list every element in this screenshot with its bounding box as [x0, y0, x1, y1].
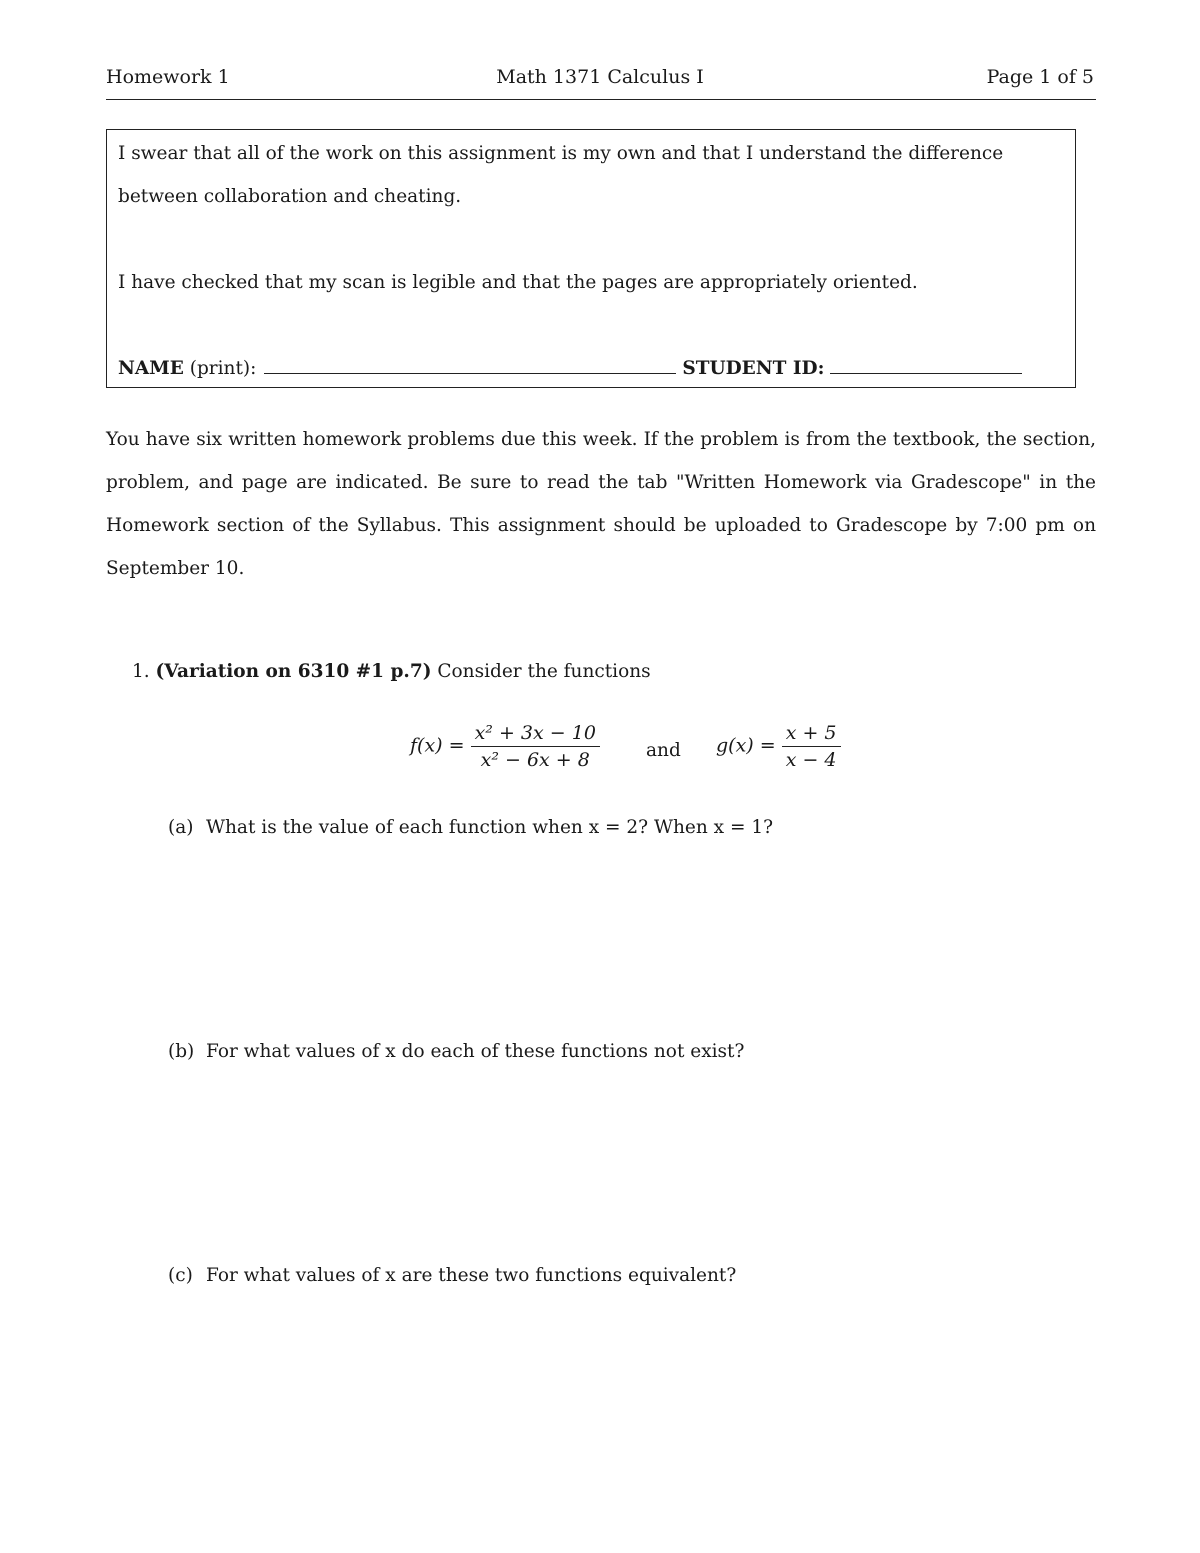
f-numerator: x² + 3x − 10	[471, 722, 600, 747]
part-c	[168, 1265, 736, 1286]
f-fraction	[471, 722, 600, 771]
intro-line-3: Homework section of the Syllabus. This assignment should be uploaded to Gradescope by 7:00 pm on	[106, 515, 1096, 536]
header-rule	[106, 99, 1096, 100]
header-left: Homework 1	[106, 66, 230, 88]
part-b-label: (b)	[168, 1041, 195, 1062]
student-id-label: STUDENT ID:	[682, 358, 825, 379]
part-b-text: For what values of x do each of these functions not exist?	[206, 1041, 745, 1062]
pledge-line-3: I have checked that my scan is legible and that the pages are appropriately oriented.	[118, 272, 918, 293]
f-lhs: f(x) =	[410, 734, 465, 757]
honor-pledge-box	[106, 129, 1076, 388]
part-c-label: (c)	[168, 1265, 193, 1286]
g-numerator: x + 5	[782, 722, 841, 747]
part-b	[168, 1041, 744, 1062]
part-c-text: For what values of x are these two functions equivalent?	[206, 1265, 737, 1286]
header-title: Math 1371 Calculus I	[496, 66, 704, 88]
part-a-text: What is the value of each function when x = 2? When x = 1?	[206, 817, 774, 838]
name-label: NAME	[118, 358, 184, 379]
header-page-number: Page 1 of 5	[986, 66, 1094, 88]
problem-number: 1.	[132, 661, 150, 682]
part-a-label: (a)	[168, 817, 194, 838]
signature-row	[118, 358, 1022, 379]
name-field-line[interactable]	[264, 372, 676, 374]
pledge-line-1: I swear that all of the work on this assignment is my own and that I understand the difference	[118, 143, 1004, 164]
problem-title: (Variation on 6310 #1 p.7)	[155, 661, 432, 682]
pledge-line-2: between collaboration and cheating.	[118, 186, 462, 207]
g-lhs: g(x) =	[716, 734, 776, 757]
g-denominator: x − 4	[785, 749, 837, 771]
student-id-field-line[interactable]	[830, 372, 1022, 374]
intro-line-1: You have six written homework problems due this week. If the problem is from the textbook, the section,	[106, 429, 1096, 450]
intro-line-4: September 10.	[106, 558, 245, 579]
problem-1-heading	[132, 661, 651, 682]
function-f	[410, 722, 600, 771]
name-label-suffix: (print):	[189, 358, 257, 379]
and-connector: and	[646, 740, 681, 761]
f-denominator: x² − 6x + 8	[480, 749, 590, 771]
part-a	[168, 817, 773, 838]
problem-text: Consider the functions	[437, 661, 651, 682]
intro-line-2: problem, and page are indicated. Be sure to read the tab "Written Homework via Gradescope" in the	[106, 472, 1096, 493]
g-fraction	[782, 722, 841, 771]
function-g	[716, 722, 841, 771]
